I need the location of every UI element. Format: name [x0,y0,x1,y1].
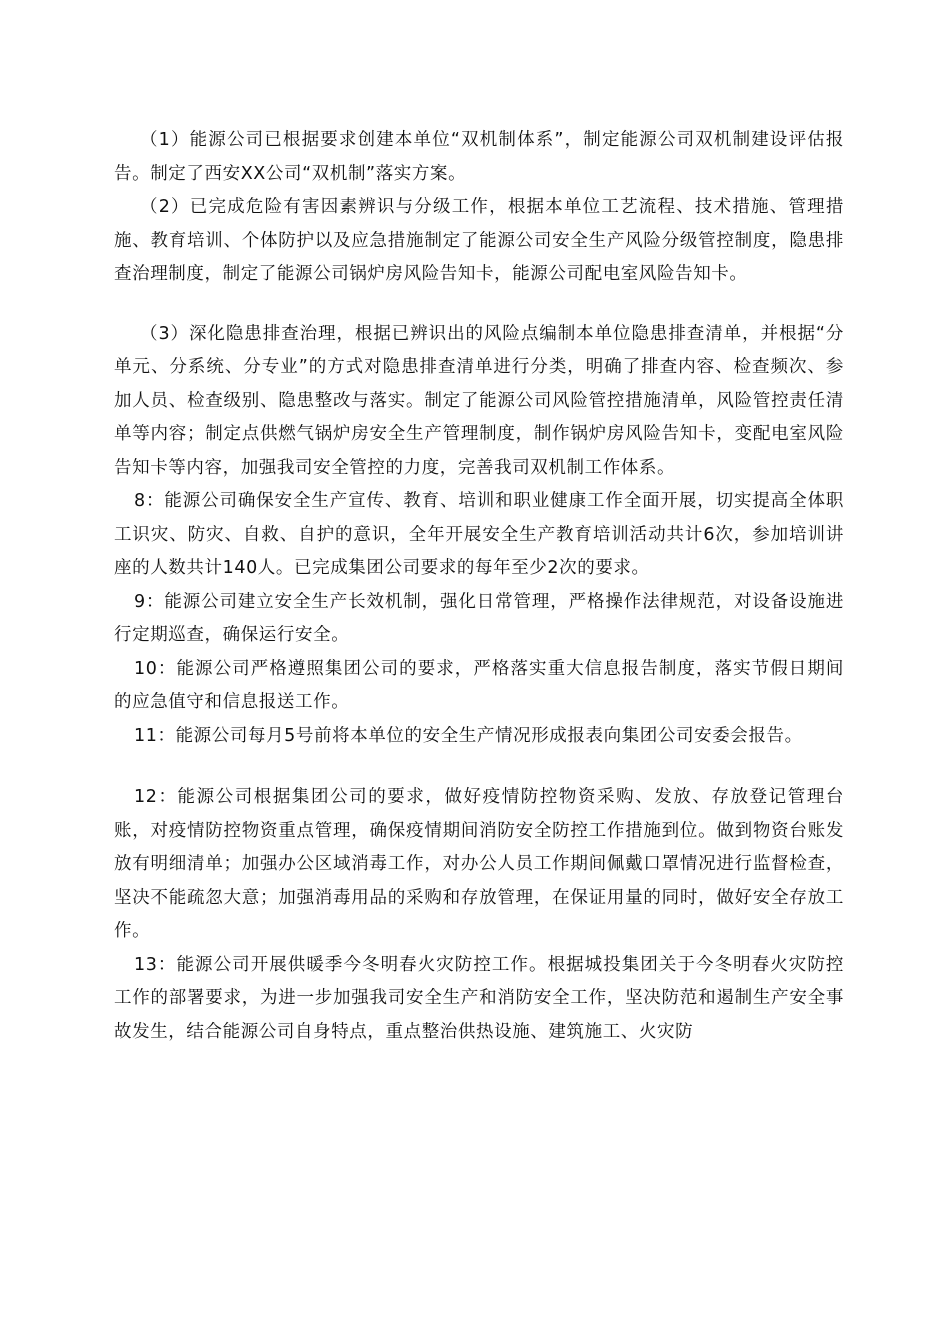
paragraph-item-11: 11：能源公司每月5号前将本单位的安全生产情况形成报表向集团公司安委会报告。 [134,725,803,746]
paragraph-spacer [114,292,844,318]
paragraph-item-10: 10：能源公司严格遵照集团公司的要求，严格落实重大信息报告制度，落实节假日期间的应急值守和信息报送工作。 [114,658,844,712]
paragraph-item-8: 8：能源公司确保安全生产宣传、教育、培训和职业健康工作全面开展，切实提高全体职工识灾、防灾、自救、自护的意识，全年开展安全生产教育培训活动共计6次，参加培训讲座的人数共计140人。已完成集团公司要求的每年至少2次的要求。 [114,491,844,578]
document-body [114,124,844,1049]
paragraph-2: （2）已完成危险有害因素辨识与分级工作，根据本单位工艺流程、技术措施、管理措施、教育培训、个体防护以及应急措施制定了能源公司安全生产风险分级管控制度，隐患排查治理制度，制定了能源公司锅炉房风险告知卡，能源公司配电室风险告知卡。 [114,197,844,284]
paragraph-3: （3）深化隐患排查治理，根据已辨识出的风险点编制本单位隐患排查清单，并根据“分单元、分系统、分专业”的方式对隐患排查清单进行分类，明确了排查内容、检查频次、参加人员、检查级别、隐患整改与落实。制定了能源公司风险管控措施清单，风险管控责任清单等内容；制定点供燃气锅炉房安全生产管理制度，制作锅炉房风险告知卡，变配电室风险告知卡等内容，加强我司安全管控的力度，完善我司双机制工作体系。 [114,323,844,478]
paragraph-spacer [114,753,844,781]
paragraph-item-9: 9：能源公司建立安全生产长效机制，强化日常管理，严格操作法律规范，对设备设施进行定期巡查，确保运行安全。 [114,591,844,645]
paragraph-item-12: 12：能源公司根据集团公司的要求，做好疫情防控物资采购、发放、存放登记管理台账，对疫情防控物资重点管理，确保疫情期间消防安全防控工作措施到位。做到物资台账发放有明细清单；加强办公区域消毒工作，对办公人员工作期间佩戴口罩情况进行监督检查，坚决不能疏忽大意；加强消毒用品的采购和存放管理，在保证用量的同时，做好安全存放工作。 [114,787,844,941]
paragraph-item-13: 13：能源公司开展供暖季今冬明春火灾防控工作。根据城投集团关于今冬明春火灾防控工作的部署要求，为进一步加强我司安全生产和消防安全工作，坚决防范和遏制生产安全事故发生，结合能源公司自身特点，重点整治供热设施、建筑施工、火灾防 [114,954,844,1042]
paragraph-1: （1）能源公司已根据要求创建本单位“双机制体系”，制定能源公司双机制建设评估报告。制定了西安XX公司“双机制”落实方案。 [114,130,844,184]
